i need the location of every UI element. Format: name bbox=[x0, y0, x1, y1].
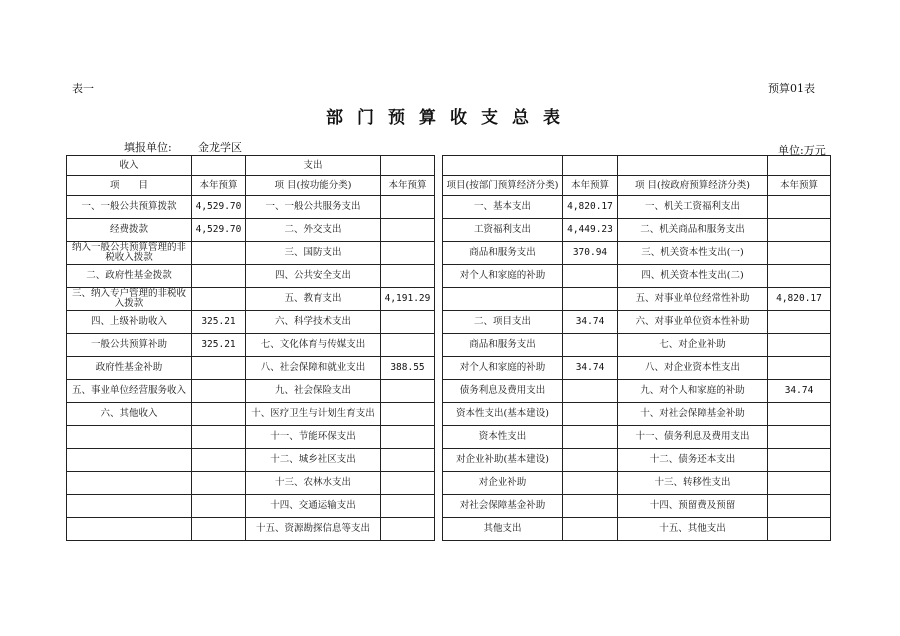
income-amount bbox=[192, 357, 246, 380]
income-item bbox=[67, 495, 192, 518]
table-number-right: 预算01表 bbox=[768, 82, 815, 95]
income-amount bbox=[192, 449, 246, 472]
gov-econ-item: 四、机关资本性支出(二) bbox=[618, 265, 768, 288]
income-amount bbox=[192, 380, 246, 403]
func-amount bbox=[381, 518, 435, 541]
income-amount bbox=[192, 403, 246, 426]
func-amount bbox=[381, 426, 435, 449]
filling-unit-label: 填报单位: bbox=[124, 141, 172, 154]
table-row bbox=[67, 242, 831, 265]
gov-econ-amount bbox=[768, 265, 831, 288]
col-header-budget: 本年预算 bbox=[192, 176, 246, 196]
table-row bbox=[67, 495, 831, 518]
income-group-header: 收入 bbox=[67, 156, 192, 176]
income-item: 经费拨款 bbox=[67, 219, 192, 242]
table-row bbox=[67, 449, 831, 472]
income-item: 一、一般公共预算拨款 bbox=[67, 196, 192, 219]
dept-econ-item: 对个人和家庭的补助 bbox=[443, 265, 563, 288]
income-item bbox=[67, 472, 192, 495]
func-amount bbox=[381, 403, 435, 426]
income-amount bbox=[192, 518, 246, 541]
gov-econ-item: 八、对企业资本性支出 bbox=[618, 357, 768, 380]
dept-econ-item: 二、项目支出 bbox=[443, 311, 563, 334]
dept-econ-amount bbox=[563, 426, 618, 449]
col-header-item: 项 目 bbox=[67, 176, 192, 196]
func-item: 三、国防支出 bbox=[246, 242, 381, 265]
filling-unit-name: 金龙学区 bbox=[198, 141, 242, 154]
col-header-dept-econ: 项目(按部门预算经济分类) bbox=[443, 176, 563, 196]
func-amount bbox=[381, 242, 435, 265]
income-amount bbox=[192, 288, 246, 311]
dept-econ-item: 对企业补助(基本建设) bbox=[443, 449, 563, 472]
group-header-row bbox=[67, 156, 831, 176]
expense-group-header: 支出 bbox=[246, 156, 381, 176]
func-item: 十三、农林水支出 bbox=[246, 472, 381, 495]
income-amount: 4,529.70 bbox=[192, 219, 246, 242]
func-amount bbox=[381, 265, 435, 288]
func-item: 九、社会保险支出 bbox=[246, 380, 381, 403]
income-amount: 325.21 bbox=[192, 334, 246, 357]
table-row bbox=[67, 357, 831, 380]
budget-table bbox=[66, 155, 831, 541]
dept-econ-amount: 370.94 bbox=[563, 242, 618, 265]
func-amount: 388.55 bbox=[381, 357, 435, 380]
income-item: 三、纳入专户管理的非税收入拨款 bbox=[67, 288, 192, 311]
dept-econ-amount bbox=[563, 334, 618, 357]
dept-econ-item: 对个人和家庭的补助 bbox=[443, 357, 563, 380]
table-row bbox=[67, 311, 831, 334]
gov-econ-amount bbox=[768, 357, 831, 380]
func-item: 八、社会保障和就业支出 bbox=[246, 357, 381, 380]
gov-econ-amount bbox=[768, 334, 831, 357]
income-item: 政府性基金补助 bbox=[67, 357, 192, 380]
gov-econ-item: 一、机关工资福利支出 bbox=[618, 196, 768, 219]
col-header-budget: 本年预算 bbox=[768, 176, 831, 196]
table-row bbox=[67, 334, 831, 357]
gov-econ-item: 十三、转移性支出 bbox=[618, 472, 768, 495]
gov-econ-item: 二、机关商品和服务支出 bbox=[618, 219, 768, 242]
col-header-func: 项 目(按功能分类) bbox=[246, 176, 381, 196]
dept-econ-item: 债务利息及费用支出 bbox=[443, 380, 563, 403]
table-number-left: 表一 bbox=[72, 82, 94, 95]
gov-econ-amount bbox=[768, 426, 831, 449]
dept-econ-item: 资本性支出 bbox=[443, 426, 563, 449]
gov-econ-item: 九、对个人和家庭的补助 bbox=[618, 380, 768, 403]
func-item: 五、教育支出 bbox=[246, 288, 381, 311]
dept-econ-item: 一、基本支出 bbox=[443, 196, 563, 219]
gov-econ-item: 十四、预留费及预留 bbox=[618, 495, 768, 518]
gov-econ-item: 七、对企业补助 bbox=[618, 334, 768, 357]
gov-econ-amount bbox=[768, 472, 831, 495]
gov-econ-amount bbox=[768, 518, 831, 541]
gov-econ-amount bbox=[768, 311, 831, 334]
dept-econ-item bbox=[443, 288, 563, 311]
table-row bbox=[67, 472, 831, 495]
func-item: 一、一般公共服务支出 bbox=[246, 196, 381, 219]
col-header-budget: 本年预算 bbox=[563, 176, 618, 196]
gov-econ-amount bbox=[768, 196, 831, 219]
dept-econ-amount bbox=[563, 265, 618, 288]
func-item: 十五、资源勘探信息等支出 bbox=[246, 518, 381, 541]
income-item: 六、其他收入 bbox=[67, 403, 192, 426]
dept-econ-amount bbox=[563, 380, 618, 403]
dept-econ-amount bbox=[563, 449, 618, 472]
dept-econ-amount: 34.74 bbox=[563, 357, 618, 380]
gov-econ-amount bbox=[768, 219, 831, 242]
income-amount: 325.21 bbox=[192, 311, 246, 334]
dept-econ-item: 商品和服务支出 bbox=[443, 334, 563, 357]
gov-econ-amount bbox=[768, 449, 831, 472]
income-amount bbox=[192, 495, 246, 518]
gov-econ-item: 十二、债务还本支出 bbox=[618, 449, 768, 472]
income-item: 四、上级补助收入 bbox=[67, 311, 192, 334]
income-amount bbox=[192, 426, 246, 449]
col-header-gov-econ: 项 目(按政府预算经济分类) bbox=[618, 176, 768, 196]
income-amount bbox=[192, 472, 246, 495]
page-title: 部门预算收支总表 bbox=[326, 108, 574, 128]
income-amount: 4,529.70 bbox=[192, 196, 246, 219]
income-item: 五、事业单位经营服务收入 bbox=[67, 380, 192, 403]
gov-econ-amount bbox=[768, 403, 831, 426]
table-row bbox=[67, 426, 831, 449]
col-header-budget: 本年预算 bbox=[381, 176, 435, 196]
gov-econ-amount: 34.74 bbox=[768, 380, 831, 403]
gov-econ-item: 十一、债务利息及费用支出 bbox=[618, 426, 768, 449]
table-row bbox=[67, 219, 831, 242]
gov-econ-item: 十五、其他支出 bbox=[618, 518, 768, 541]
column-header-row bbox=[67, 176, 831, 196]
func-item: 十、医疗卫生与计划生育支出 bbox=[246, 403, 381, 426]
income-item bbox=[67, 518, 192, 541]
income-amount bbox=[192, 265, 246, 288]
gov-econ-item: 三、机关资本性支出(一) bbox=[618, 242, 768, 265]
func-amount bbox=[381, 219, 435, 242]
table-row bbox=[67, 196, 831, 219]
dept-econ-item: 对企业补助 bbox=[443, 472, 563, 495]
func-amount: 4,191.29 bbox=[381, 288, 435, 311]
dept-econ-amount bbox=[563, 472, 618, 495]
amount-unit: 单位:万元 bbox=[778, 144, 826, 157]
func-amount bbox=[381, 196, 435, 219]
func-item: 二、外交支出 bbox=[246, 219, 381, 242]
func-amount bbox=[381, 495, 435, 518]
dept-econ-amount bbox=[563, 288, 618, 311]
gov-econ-item: 五、对事业单位经常性补助 bbox=[618, 288, 768, 311]
func-item: 十四、交通运输支出 bbox=[246, 495, 381, 518]
income-item: 二、政府性基金拨款 bbox=[67, 265, 192, 288]
dept-econ-item: 商品和服务支出 bbox=[443, 242, 563, 265]
dept-econ-amount: 4,820.17 bbox=[563, 196, 618, 219]
table-row bbox=[67, 518, 831, 541]
func-item: 十一、节能环保支出 bbox=[246, 426, 381, 449]
income-amount bbox=[192, 242, 246, 265]
gov-econ-item: 六、对事业单位资本性补助 bbox=[618, 311, 768, 334]
income-item: 一般公共预算补助 bbox=[67, 334, 192, 357]
gov-econ-amount bbox=[768, 495, 831, 518]
func-item: 四、公共安全支出 bbox=[246, 265, 381, 288]
func-amount bbox=[381, 334, 435, 357]
func-amount bbox=[381, 380, 435, 403]
dept-econ-amount: 4,449.23 bbox=[563, 219, 618, 242]
table-row bbox=[67, 288, 831, 311]
func-item: 七、文化体育与传媒支出 bbox=[246, 334, 381, 357]
dept-econ-item: 工资福利支出 bbox=[443, 219, 563, 242]
table-row bbox=[67, 265, 831, 288]
income-item: 纳入一般公共预算管理的非税收入拨款 bbox=[67, 242, 192, 265]
func-amount bbox=[381, 449, 435, 472]
func-amount bbox=[381, 311, 435, 334]
dept-econ-amount bbox=[563, 403, 618, 426]
func-item: 十二、城乡社区支出 bbox=[246, 449, 381, 472]
gov-econ-item: 十、对社会保障基金补助 bbox=[618, 403, 768, 426]
income-item bbox=[67, 449, 192, 472]
income-item bbox=[67, 426, 192, 449]
table-row bbox=[67, 380, 831, 403]
func-amount bbox=[381, 472, 435, 495]
table-row bbox=[67, 403, 831, 426]
dept-econ-amount: 34.74 bbox=[563, 311, 618, 334]
dept-econ-item: 其他支出 bbox=[443, 518, 563, 541]
dept-econ-amount bbox=[563, 518, 618, 541]
dept-econ-item: 对社会保障基金补助 bbox=[443, 495, 563, 518]
gov-econ-amount: 4,820.17 bbox=[768, 288, 831, 311]
func-item: 六、科学技术支出 bbox=[246, 311, 381, 334]
gov-econ-amount bbox=[768, 242, 831, 265]
dept-econ-item: 资本性支出(基本建设) bbox=[443, 403, 563, 426]
dept-econ-amount bbox=[563, 495, 618, 518]
